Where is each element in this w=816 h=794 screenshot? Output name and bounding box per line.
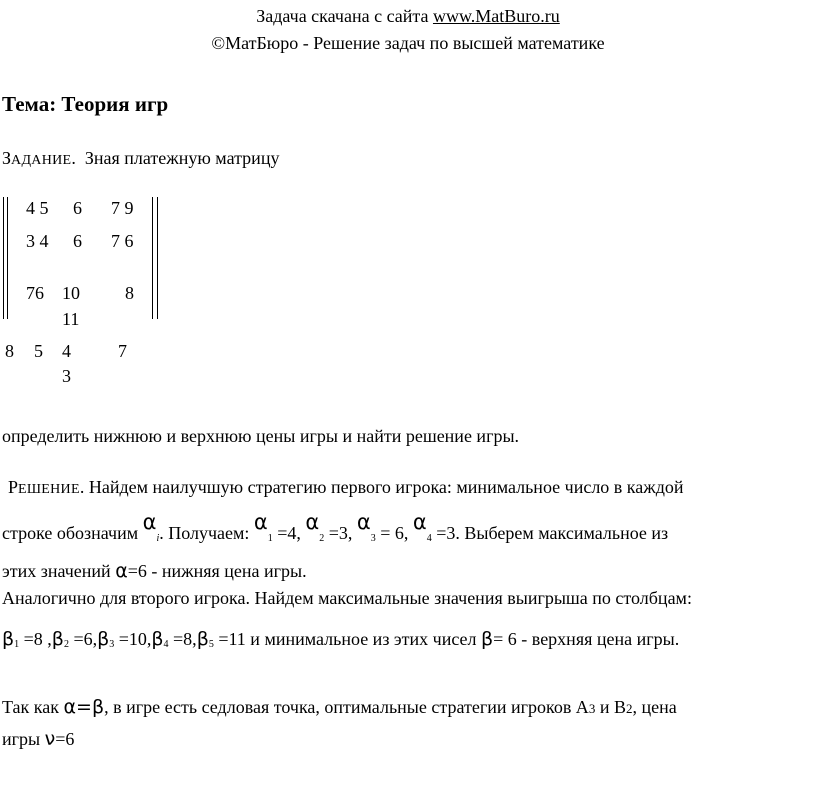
matrix-cell: 4: [62, 341, 71, 361]
matrix-cell: 6: [73, 198, 82, 218]
matrix-cell: 8: [125, 283, 134, 303]
matrix-cell: 3: [62, 366, 71, 386]
matrix-cell: 7 9: [111, 198, 134, 218]
alpha-symbol: α: [142, 510, 157, 534]
index-1: 1: [14, 639, 20, 650]
site-subtitle: ©МатБюро - Решение задач по высшей математике: [211, 33, 605, 53]
site-credit-line: [0, 6, 816, 27]
conclusion-line-2: [2, 728, 74, 750]
matrix-cell: 4 5: [26, 198, 49, 218]
index-3: 3: [370, 533, 376, 544]
solution-line-3: [2, 560, 307, 582]
task-question: определить нижнюю и верхнюю цены игры и найти решение игры.: [2, 426, 520, 446]
task-text: Зная платежную матрицу: [84, 148, 280, 168]
index-3: 3: [109, 639, 115, 650]
alpha-2-value: =3,: [324, 523, 357, 543]
conclusion-text-1b: , в игре есть седловая точка, оптимальные стратегии игроков А: [104, 697, 589, 717]
nu-symbol: ν: [44, 728, 56, 750]
matrix-cell: 7 6: [111, 231, 134, 251]
task-label-dot: .: [71, 148, 76, 168]
beta-symbol: β: [481, 628, 494, 650]
conclusion-text-2a: игры: [2, 729, 45, 749]
beta-1-value: =8 ,: [19, 629, 52, 649]
index-1: 1: [267, 533, 273, 544]
strategy-index-b: 2: [625, 701, 633, 716]
solution-text-3b: =6 - нижняя цена игры.: [127, 561, 307, 581]
alpha-symbol: α: [63, 696, 77, 718]
matrix-cell: 6: [73, 231, 82, 251]
task-statement: [2, 148, 279, 169]
solution-line-5: [2, 628, 679, 650]
alpha-3-value: = 6,: [375, 523, 413, 543]
alpha-symbol: α: [356, 510, 371, 534]
solution-line-1: [8, 477, 684, 498]
alpha-1-value: =4,: [272, 523, 306, 543]
topic-heading: Тема: Теория игр: [2, 92, 169, 116]
alpha-4-value: =3. Выберем максимальное из: [431, 523, 669, 543]
conclusion-text-1d: , цена: [632, 697, 677, 717]
matrix-bar-right-2: [157, 197, 158, 319]
beta-symbol: β: [2, 628, 15, 650]
alpha-symbol: α: [305, 510, 320, 534]
solution-text-5-tail: = 6 - верхняя цена игры.: [493, 629, 680, 649]
solution-text-3a: этих значений: [2, 561, 116, 581]
solution-text-2a: строке обозначим: [2, 523, 143, 543]
beta-symbol: β: [151, 628, 164, 650]
game-value: =6: [55, 729, 75, 749]
index-4: 4: [426, 533, 432, 544]
index-2: 2: [63, 639, 69, 650]
matrix-bar-right-1: [152, 197, 153, 319]
alpha-symbol: α: [412, 510, 427, 534]
beta-symbol: β: [91, 696, 105, 718]
beta-2-value: =6,: [68, 629, 98, 649]
beta-3-value: =10,: [114, 629, 152, 649]
alpha-symbol: α: [115, 560, 128, 582]
alpha-symbol: α: [253, 510, 268, 534]
index-5: 5: [208, 639, 214, 650]
conclusion-text-1c: и В: [595, 697, 626, 717]
equals-sign: =: [76, 696, 92, 718]
solution-line-2: [2, 510, 669, 544]
solution-text-1: . Найдем наилучшую стратегию первого игрока: минимальное число в каждой: [79, 477, 684, 497]
beta-symbol: β: [97, 628, 110, 650]
site-link[interactable]: www.MatBuro.ru: [432, 6, 560, 26]
beta-4-value: =8,: [168, 629, 197, 649]
task-label-rest: АДАНИЕ: [11, 153, 72, 168]
matrix-cell: 3 4: [26, 231, 49, 251]
matrix-cell: 10: [62, 283, 80, 303]
beta-symbol: β: [196, 628, 209, 650]
index-4: 4: [163, 639, 169, 650]
site-credit-prefix: Задача скачана с сайта: [256, 6, 433, 26]
index-2: 2: [319, 533, 325, 544]
matrix-cell: 7: [118, 341, 127, 361]
beta-5-value: =11 и минимальное из этих чисел: [213, 629, 482, 649]
solution-label-initial: Р: [8, 477, 19, 497]
matrix-cell: 5: [34, 341, 43, 361]
index-i: i: [156, 533, 160, 544]
matrix-cell: 76: [26, 283, 44, 303]
matrix-cell: 11: [62, 309, 80, 329]
matrix-cell: 8: [5, 341, 14, 361]
task-label-initial: З: [2, 148, 12, 168]
conclusion-line-1: [2, 696, 677, 718]
matrix-bar-left-1: [3, 197, 4, 319]
strategy-index-a: 3: [588, 701, 596, 716]
solution-line-4: Аналогично для второго игрока. Найдем максимальные значения выигрыша по столбцам:: [2, 588, 692, 608]
solution-text-2b: . Получаем:: [159, 523, 254, 543]
beta-symbol: β: [51, 628, 64, 650]
conclusion-text-1a: Так как: [2, 697, 64, 717]
solution-label-rest: ЕШЕНИЕ: [18, 482, 80, 497]
matrix-bar-left-2: [7, 197, 8, 319]
